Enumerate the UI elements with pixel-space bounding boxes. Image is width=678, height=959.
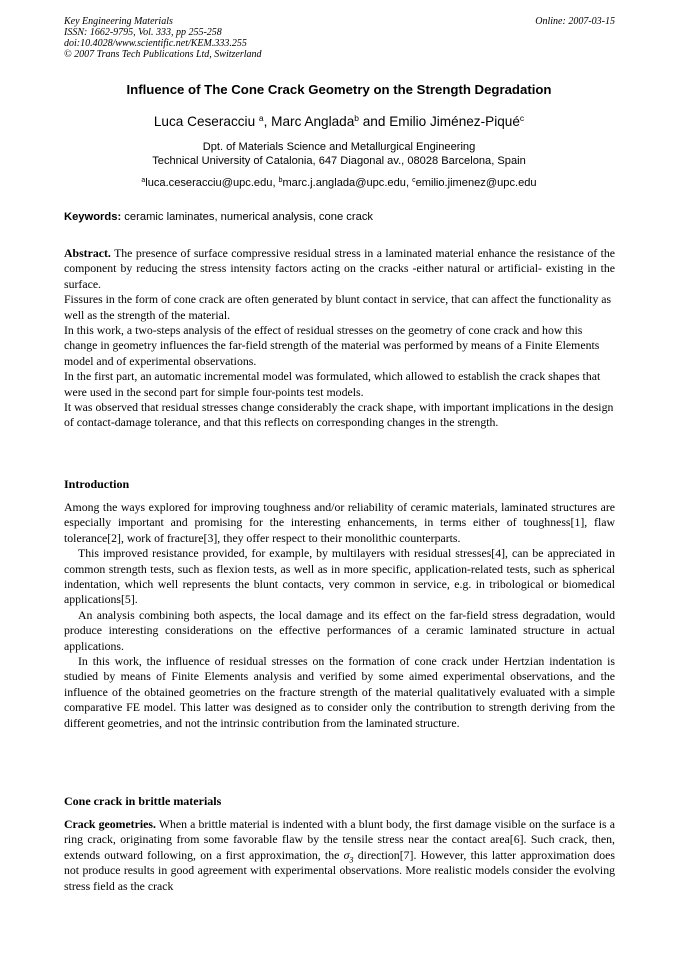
- email-address[interactable]: marc.j.anglada@upc.edu: [282, 177, 406, 189]
- author-emails: [40, 176, 638, 190]
- introduction-section: [64, 500, 615, 731]
- cone-crack-heading: Cone crack in brittle materials: [64, 794, 222, 808]
- abstract-paragraph: Fissures in the form of cone crack are often generated by blunt contact in service, that can affect the functionality as well as the strength of the material.: [64, 292, 612, 322]
- author-list: [40, 113, 638, 130]
- email-separator: ,: [405, 177, 413, 189]
- paragraph-text: When a brittle material is indented with a blunt body, the first damage visible on the surface is a ring crack, originating from some favorable flaw by the tensile stress near the contact area[6]. Such crack, then, extends outward following, on a first approximation, the: [64, 817, 615, 862]
- author-name: Marc Anglada: [271, 114, 355, 129]
- journal-name: Key Engineering Materials: [64, 16, 173, 27]
- abstract-section: [64, 246, 615, 431]
- issn-line: ISSN: 1662-9795, Vol. 333, pp 255-258: [64, 27, 222, 38]
- affiliation-university: Technical University of Catalonia, 647 Diagonal av., 08028 Barcelona, Spain: [152, 155, 526, 167]
- email-address[interactable]: emilio.jimenez@upc.edu: [415, 177, 537, 189]
- keywords-text: ceramic laminates, numerical analysis, cone crack: [121, 211, 374, 223]
- introduction-paragraph: Among the ways explored for improving toughness and/or reliability of ceramic materials, laminated structures are especially important and promising for the interesting enhancements, in terms either of toughness[1], flaw tolerance[2], work of fracture[3], they offer respect to their monolithic counterparts.: [64, 500, 615, 545]
- author-separator: and: [358, 114, 390, 129]
- author-name: Emilio Jiménez-Piqué: [389, 114, 520, 129]
- abstract-paragraph: [64, 246, 615, 292]
- keywords-line: [64, 210, 615, 224]
- crack-geometries-label: Crack geometries.: [64, 817, 156, 831]
- abstract-label: Abstract.: [64, 246, 111, 260]
- email-separator: ,: [272, 177, 279, 189]
- introduction-paragraph: An analysis combining both aspects, the local damage and its effect on the far-field stress degradation, would produce interesting considerations on the effective performances of a ceramic laminated structure in actual applications.: [64, 607, 615, 653]
- symbol-char: σ: [343, 847, 350, 862]
- affiliation-department: Dpt. of Materials Science and Metallurgical Engineering: [202, 141, 476, 153]
- email-mark: b: [278, 176, 283, 184]
- author-mark: c: [519, 112, 525, 123]
- author-name: Luca Ceseracciu: [153, 114, 256, 129]
- abstract-paragraph: In this work, a two-steps analysis of the effect of residual stresses on the geometry of cone crack and how this change in geometry influences the far-field strength of the material was performed by means of a Finite Elements model and of experimental observations.: [64, 323, 600, 368]
- author-separator: ,: [263, 114, 272, 129]
- author-mark: b: [354, 112, 359, 123]
- introduction-heading: Introduction: [64, 477, 130, 491]
- journal-header: [64, 16, 615, 60]
- paper-title: Influence of The Cone Crack Geometry on the Strength Degradation: [126, 82, 552, 97]
- sigma-symbol: [343, 847, 354, 865]
- keywords-label: Keywords:: [64, 211, 122, 223]
- email-mark: c: [412, 176, 416, 184]
- abstract-paragraph: It was observed that residual stresses change considerably the crack shape, with important implications in the design of contact-damage tolerance, and that this reflects on corresponding changes in the strength.: [64, 400, 614, 430]
- doi-line: doi:10.4028/www.scientific.net/KEM.333.255: [64, 38, 247, 49]
- abstract-text: The presence of surface compressive residual stress in a laminated material enhance the resistance of the component by reducing the stress intensity factors acting on the cracks -either natural or artificial- existing in the surface.: [64, 246, 615, 291]
- author-mark: a: [258, 112, 264, 123]
- email-mark: a: [141, 176, 146, 184]
- abstract-paragraph: In the first part, an automatic incremental model was formulated, which allowed to establish the crack shapes that were used in the second part for simple four-points test models.: [64, 369, 601, 399]
- online-date: Online: 2007-03-15: [535, 16, 615, 27]
- email-address[interactable]: luca.ceseracciu@upc.edu: [145, 177, 273, 189]
- introduction-paragraph: In this work, the influence of residual stresses on the formation of cone crack under Hertzian indentation is studied by means of Finite Elements analysis and verified by some aimed experimental observations, and the influence of the obtained geometries on the fracture strength of the material qualitatively evaluated with a simple comparative FE model. This latter was designed as to consider only the contribution to strength deriving from the different geometries, and not the intrinsic contribution from the laminated structure.: [64, 654, 615, 730]
- symbol-subscript: 3: [349, 855, 354, 865]
- crack-geometries-paragraph: [64, 817, 615, 894]
- cone-crack-section: [64, 817, 615, 894]
- copyright-line: © 2007 Trans Tech Publications Ltd, Switzerland: [64, 49, 262, 60]
- introduction-paragraph: This improved resistance provided, for example, by multilayers with residual stresses[4], can be appreciated in common strength tests, such as flexion tests, as well as in more specific, application-related tests, such as spherical indentation, which well represents the blunt contacts, very common in service, e.g. in tribological or biomedical applications[5].: [64, 546, 615, 607]
- paragraph-text: direction[7]. However, this latter approximation does not produce results in good agreement with experimental observations. More realistic models consider the evolving stress field as the crack: [64, 847, 615, 893]
